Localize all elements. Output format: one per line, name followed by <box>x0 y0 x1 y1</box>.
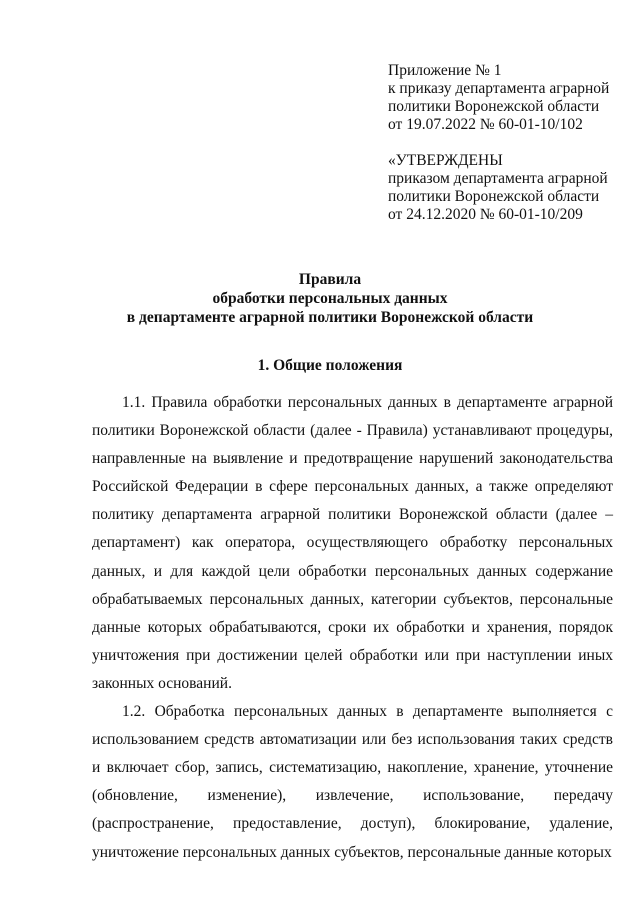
appendix-line: политики Воронежской области <box>388 98 600 115</box>
appendix-header <box>388 62 609 134</box>
title-line: в департаменте аграрной политики Воронежской области <box>126 309 534 326</box>
paragraph-1-1: 1.1. Правила обработки персональных данных в департаменте аграрной политики Воронежской области (далее - Правила) устанавливают процедуры, направленные на выявление и предотвращение нарушений законодательства Российской Федерации в сфере персональных данных, а также определяют политику департамента аграрной политики Воронежской области (далее – департамент) как оператора, осуществляющего обработку персональных данных, и для каждой цели обработки персональных данных содержание обрабатываемых персональных данных, категории субъектов, персональные данные которых обрабатываются, сроки их обработки и хранения, порядок уничтожения при достижении целей обработки или при наступлении иных законных оснований. <box>92 394 613 692</box>
approved-line: политики Воронежской области <box>388 188 600 205</box>
approved-header <box>388 152 608 224</box>
approved-line: приказом департамента аграрной <box>388 170 608 187</box>
document-title <box>60 270 600 327</box>
appendix-line: от 19.07.2022 № 60-01-10/102 <box>388 116 583 133</box>
document-body <box>92 389 613 867</box>
title-line: обработки персональных данных <box>212 290 448 307</box>
paragraph-1-2: 1.2. Обработка персональных данных в департаменте выполняется с использованием средств автоматизации или без использования таких средств и включает сбор, запись, систематизацию, накопление, хранение, уточнение (обновление, изменение), извлечение, использование, передачу (распространение, предоставление, доступ), блокирование, удаление, уничтожение персональных данных субъектов, персональные данные которых <box>92 703 613 861</box>
approved-line: «УТВЕРЖДЕНЫ <box>388 152 503 169</box>
title-line: Правила <box>298 271 362 288</box>
section-heading: 1. Общие положения <box>257 357 403 374</box>
appendix-line: к приказу департамента аграрной <box>388 80 610 97</box>
approved-line: от 24.12.2020 № 60-01-10/209 <box>388 206 583 223</box>
appendix-line: Приложение № 1 <box>388 62 502 79</box>
